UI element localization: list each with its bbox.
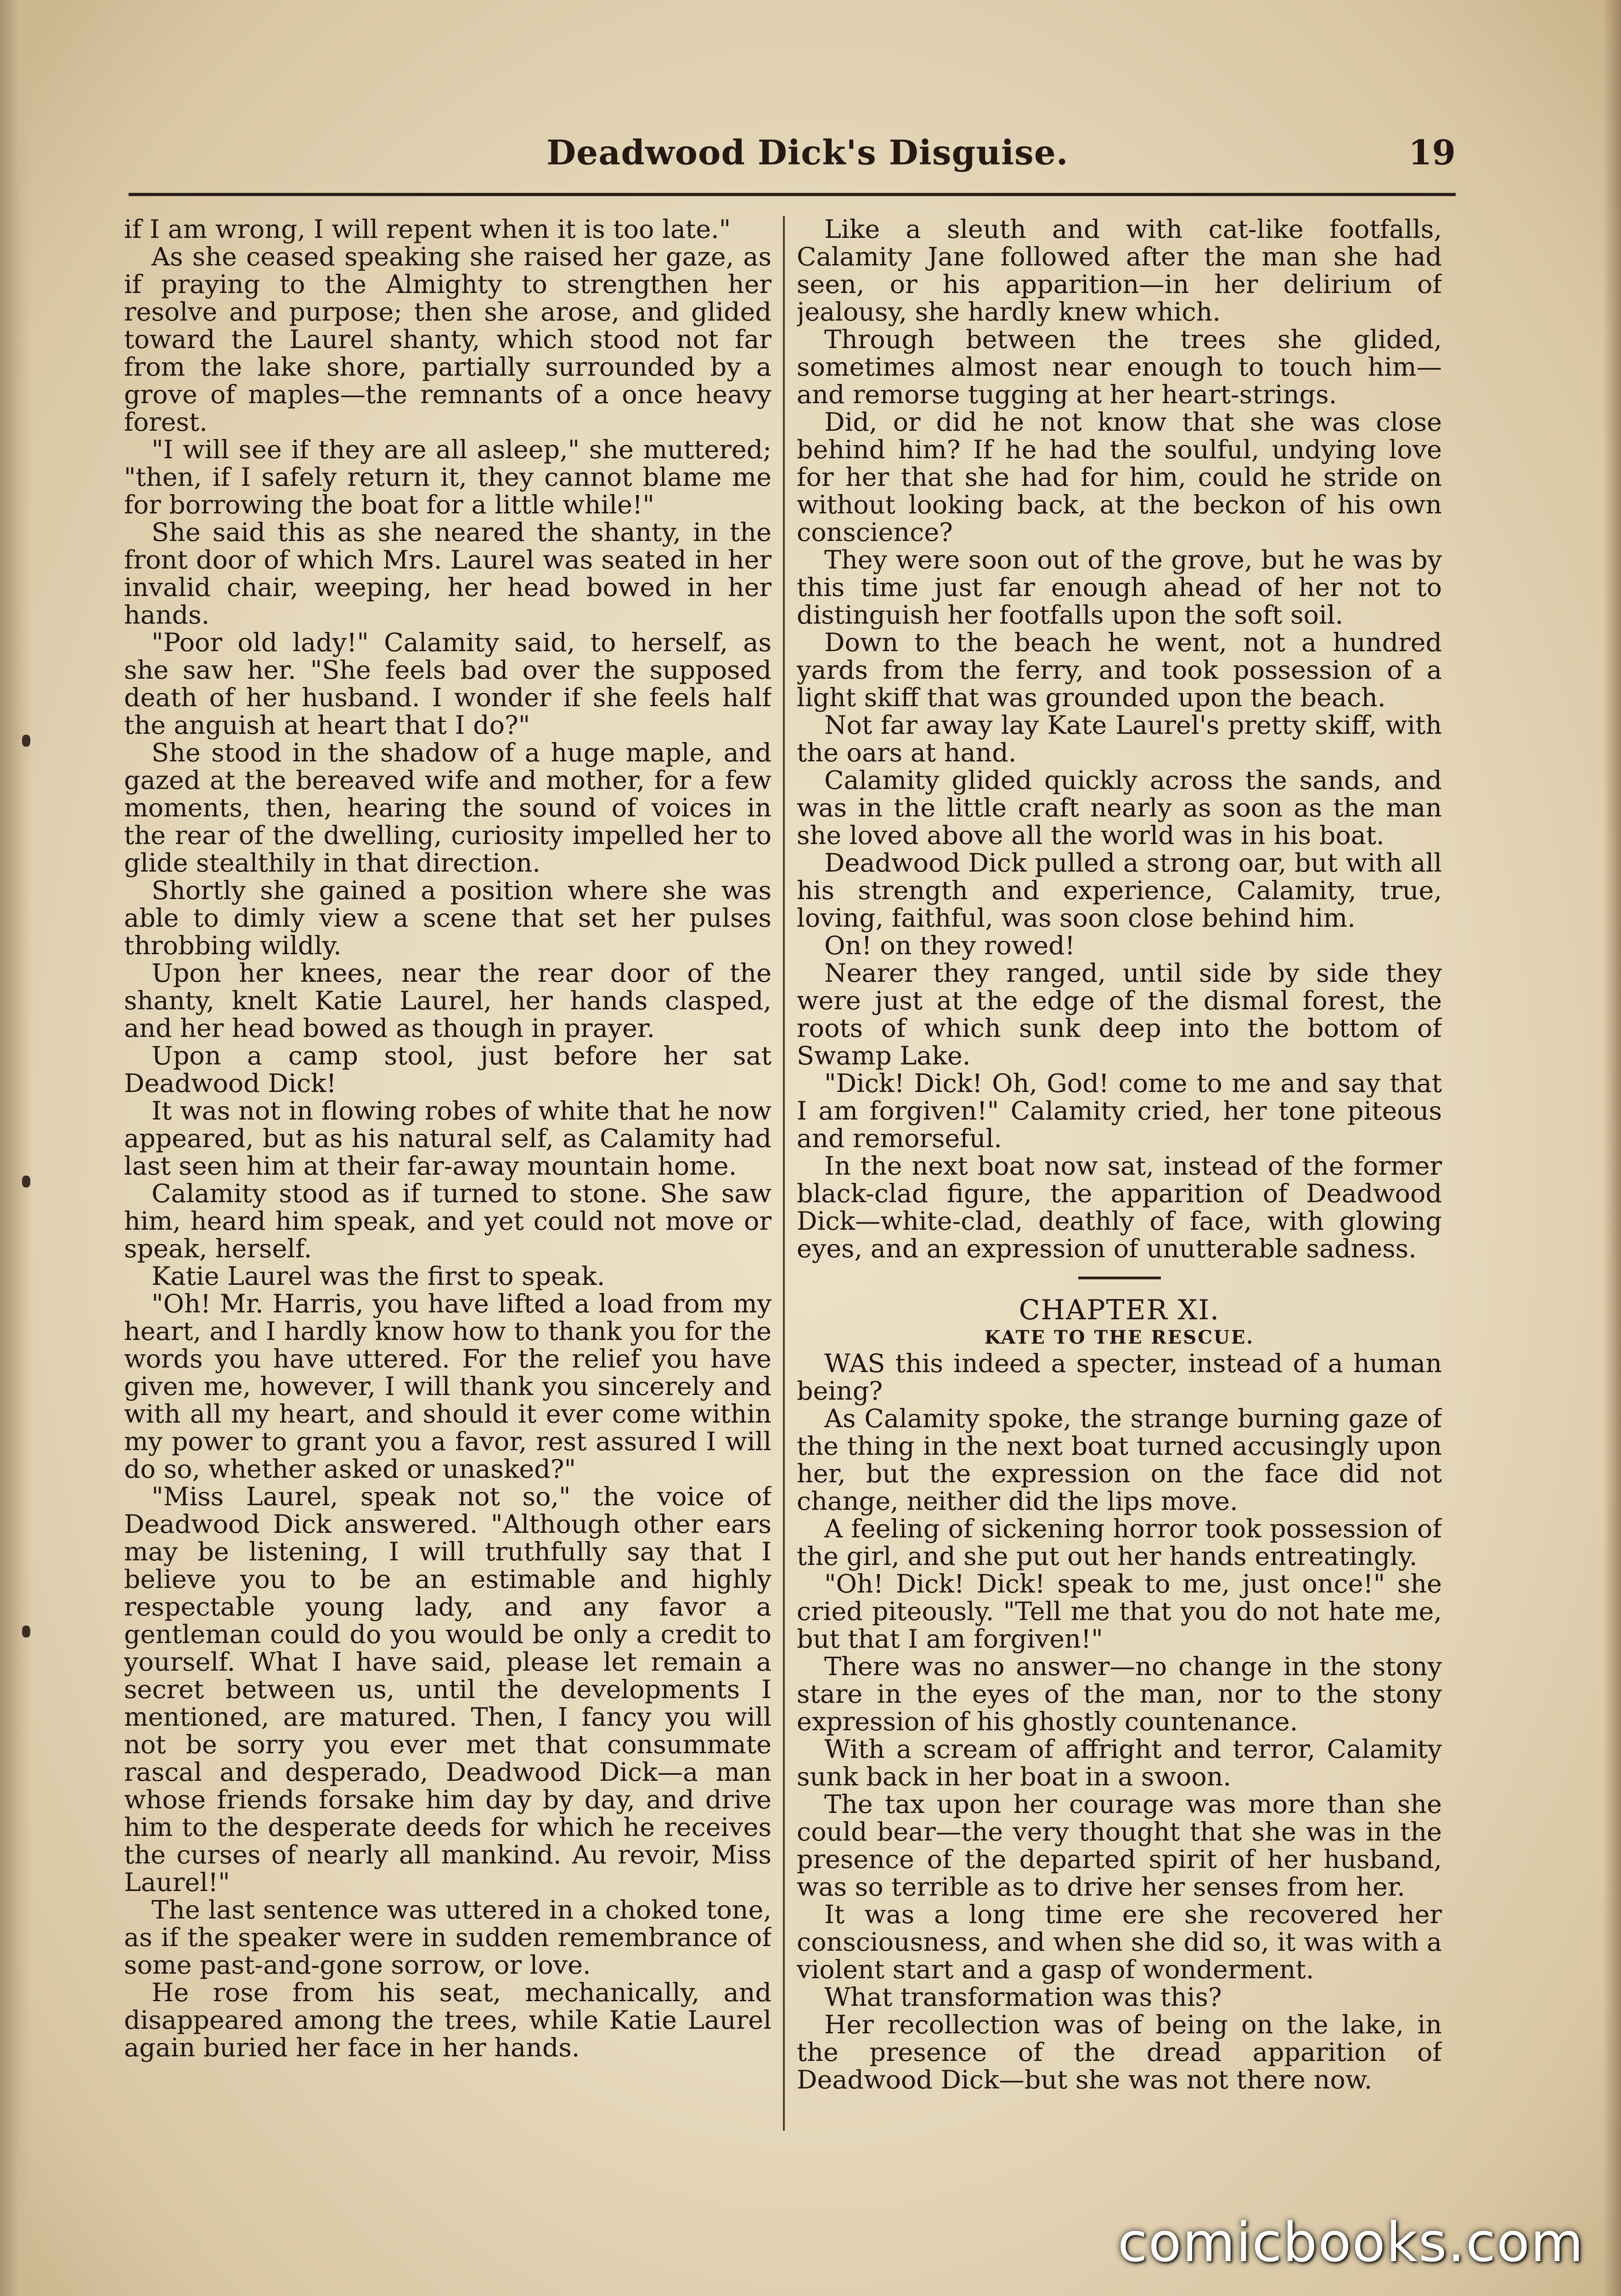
chapter-title: CHAPTER XI. <box>1019 1294 1220 1326</box>
paragraph: Through between the trees she glided, sometimes almost near enough to touch him—and remorse tugging at her heart-strings. <box>797 325 1442 410</box>
paragraph: Calamity stood as if turned to stone. She saw him, heard him speak, and yet could not move or speak, herself. <box>124 1179 771 1264</box>
paragraph: Shortly she gained a position where she was able to dimly view a scene that set her pulses throbbing wildly. <box>124 876 771 961</box>
chapter-rule <box>1078 1277 1161 1279</box>
column-divider <box>783 216 785 2131</box>
paragraph: Katie Laurel was the first to speak. <box>152 1261 605 1291</box>
paragraph: With a scream of affright and terror, Calamity sunk back in her boat in a swoon. <box>797 1734 1442 1792</box>
paragraph: Down to the beach he went, not a hundred yards from the ferry, and took possession of a light skiff that was grounded upon the beach. <box>797 628 1442 713</box>
paragraph: Not far away lay Kate Laurel's pretty skiff, with the oars at hand. <box>797 710 1442 768</box>
paragraph: "Miss Laurel, speak not so," the voice of Deadwood Dick answered. "Although other ears may be listening, I will truthfully say that I believe you to be an estimable and highly respectable young lady, and any favor a gentleman could do you would be only a credit to yourself. What I have said, please let remain a secret between us, until the developments I mentioned, are matured. Then, I fancy you will not be sorry you ever met that consummate rascal and desperado, Deadwood Dick—a man whose friends forsake him day by day, and drive him to the desperate deeds for which he receives the curses of nearly all mankind. Au revoir, Miss Laurel!" <box>124 1482 771 1897</box>
paragraph: The last sentence was uttered in a choked tone, as if the speaker were in sudden remembrance of some past-and-gone sorrow, or love. <box>124 1895 771 1980</box>
paragraph: He rose from his seat, mechanically, and disappeared among the trees, while Katie Laurel again buried her face in her hands. <box>124 1978 771 2063</box>
paragraph: On! on they rowed! <box>824 931 1075 961</box>
chapter-heading <box>797 1277 1442 1350</box>
paragraph: "Oh! Mr. Harris, you have lifted a load from my heart, and I hardly know how to thank you for the words you have uttered. For the relief you have given me, however, I will thank you sincerely and with all my heart, and should it ever come within my power to grant you a favor, rest assured I will do so, whether asked or unasked?" <box>124 1289 771 1484</box>
paragraph: They were soon out of the grove, but he was by this time just far enough ahead of her not to distinguish her footfalls upon the soft soil. <box>797 545 1442 630</box>
paragraph: Upon her knees, near the rear door of the shanty, knelt Katie Laurel, her hands clasped, and her head bowed as though in prayer. <box>124 958 771 1043</box>
staple-hole <box>22 1626 30 1638</box>
paragraph: As she ceased speaking she raised her gaze, as if praying to the Almighty to strengthen her resolve and purpose; then she arose, and glided toward the Laurel shanty, which stood not far from the lake shore, partially surrounded by a grove of maples—the remnants of a once heavy forest. <box>124 242 771 437</box>
header-rule <box>129 193 1456 196</box>
paragraph: There was no answer—no change in the stony stare in the eyes of the man, nor to the stony expression of his ghostly countenance. <box>797 1652 1442 1737</box>
left-column <box>124 216 771 2167</box>
right-column <box>797 216 1442 2167</box>
paragraph: Did, or did he not know that she was close behind him? If he had the soulful, undying love for her that she had for him, could he stride on without looking back, at the beckon of his own conscience? <box>797 407 1442 547</box>
site-watermark: comicbooks.com <box>1117 2211 1584 2274</box>
paragraph: Like a sleuth and with cat-like footfalls, Calamity Jane followed after the man she had seen, or his apparition—in her delirium of jealousy, she hardly knew which. <box>797 216 1442 327</box>
running-title: Deadwood Dick's Disguise. <box>546 133 1069 173</box>
paragraph: As Calamity spoke, the strange burning gaze of the thing in the next boat turned accusingly upon her, but the expression on the face did not change, neither did the lips move. <box>797 1404 1442 1516</box>
paragraph: In the next boat now sat, instead of the former black-clad figure, the apparition of Deadwood Dick—white-clad, deathly of face, with glowing eyes, and an expression of unutterable sadness. <box>797 1151 1442 1264</box>
paragraph: Deadwood Dick pulled a strong oar, but with all his strength and experience, Calamity, true, loving, faithful, was soon close behind him. <box>797 848 1442 933</box>
paragraph: It was a long time ere she recovered her consciousness, and when she did so, it was with a violent start and a gasp of wonderment. <box>797 1900 1442 1985</box>
paragraph: Upon a camp stool, just before her sat Deadwood Dick! <box>124 1041 771 1098</box>
paragraph: The tax upon her courage was more than she could bear—the very thought that she was in the presence of the departed spirit of her husband, was so terrible as to drive her senses from her. <box>797 1790 1442 1902</box>
paragraph: A feeling of sickening horror took possession of the girl, and she put out her hands entreatingly. <box>797 1514 1442 1571</box>
chapter-subtitle: KATE TO THE RESCUE. <box>984 1327 1255 1348</box>
paragraph: WAS this indeed a specter, instead of a human being? <box>797 1349 1442 1406</box>
paragraph: She said this as she neared the shanty, in the front door of which Mrs. Laurel was seated in her invalid chair, weeping, her head bowed in her hands. <box>124 518 771 630</box>
paragraph: "Oh! Dick! Dick! speak to me, just once!" she cried piteously. "Tell me that you do not hate me, but that I am forgiven!" <box>797 1569 1442 1654</box>
paragraph: Calamity glided quickly across the sands, and was in the little craft nearly as soon as the man she loved above all the world was in his boat. <box>797 765 1442 850</box>
paragraph: Nearer they ranged, until side by side they were just at the edge of the dismal forest, the roots of which sunk deep into the bottom of Swamp Lake. <box>797 958 1442 1071</box>
paragraph: She stood in the shadow of a huge maple, and gazed at the bereaved wife and mother, for a few moments, then, hearing the sound of voices in the rear of the dwelling, curiosity impelled her to glide stealthily in that direction. <box>124 738 771 878</box>
paragraph: Her recollection was of being on the lake, in the presence of the dread apparition of Deadwood Dick—but she was not there now. <box>797 2010 1442 2095</box>
staple-hole <box>22 1176 30 1187</box>
paragraph: "Dick! Dick! Oh, God! come to me and say that I am forgiven!" Calamity cried, her tone piteous and remorseful. <box>797 1069 1442 1154</box>
staple-hole <box>22 735 30 747</box>
paragraph: It was not in flowing robes of white that he now appeared, but as his natural self, as Calamity had last seen him at their far-away mountain home. <box>124 1096 771 1181</box>
running-header <box>129 133 1456 174</box>
paragraph: if I am wrong, I will repent when it is too late." <box>124 216 731 244</box>
page-number: 19 <box>1408 133 1456 173</box>
paragraph: "Poor old lady!" Calamity said, to herself, as she saw her. "She feels bad over the supposed death of her husband. I wonder if she feels half the anguish at heart that I do?" <box>124 628 771 740</box>
page-edge-shadow <box>1603 0 1621 2296</box>
paragraph: What transformation was this? <box>824 1982 1222 2012</box>
page-spine-shadow <box>0 0 32 2296</box>
paragraph: "I will see if they are all asleep," she muttered; "then, if I safely return it, they cannot blame me for borrowing the boat for a little while!" <box>124 435 771 520</box>
